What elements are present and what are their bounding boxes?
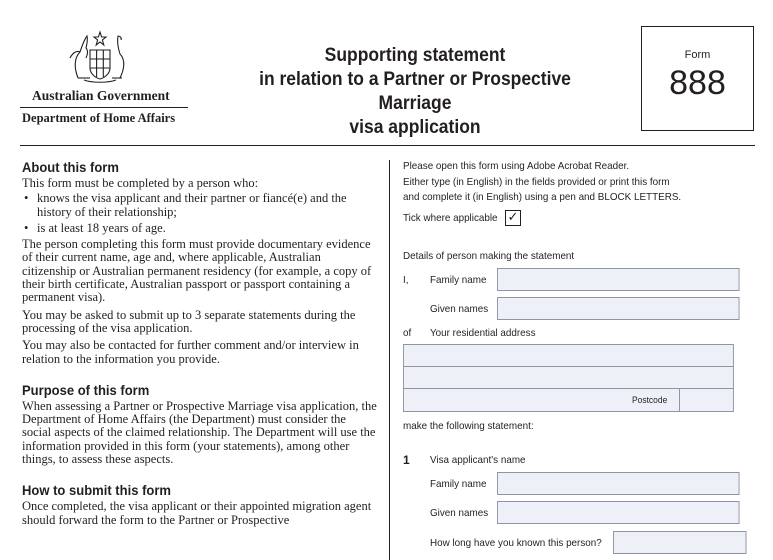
question-number: 1 (403, 453, 410, 467)
i-label: I, (403, 274, 409, 286)
purpose-paragraph: When assessing a Partner or Prospective Marriage visa application, the Department of Home Affairs (the Department) must consider the social aspects of the claimed relationship. The Department will use the information provided in this form (your statements), among other things, to assess these aspects. (22, 398, 377, 467)
coat-of-arms-logo (60, 28, 140, 84)
of-label: of (403, 327, 412, 339)
form-title-line-2: in relation to a Partner or Prospective Marriage (259, 69, 571, 114)
about-bullet: • knows the visa applicant and their partner or fiancé(e) and the history of their relationship; (22, 192, 378, 219)
section-divider (20, 145, 755, 146)
submit-heading: How to submit this form (22, 482, 172, 499)
applicant-family-name-field[interactable] (497, 472, 740, 495)
postcode-label: Postcode (632, 395, 668, 405)
given-names-field[interactable] (497, 297, 740, 320)
form-number: 888 (669, 64, 726, 102)
question-1-label: Visa applicant's name (430, 454, 526, 466)
form-label: Form (684, 49, 711, 61)
about-paragraph: You may be asked to submit up to 3 separate statements during the processing of the visa application. (22, 307, 356, 335)
address-line-3-field[interactable] (403, 388, 734, 412)
given-names-label: Given names (430, 303, 489, 315)
form-number-box (641, 26, 754, 131)
applicant-given-names-field[interactable] (497, 501, 740, 524)
about-bullet: • is at least 18 years of age. (22, 222, 378, 235)
family-name-label: Family name (430, 274, 487, 286)
about-intro: This form must be completed by a person who: (22, 176, 259, 190)
postcode-separator (679, 388, 680, 412)
form-title (222, 44, 608, 140)
how-long-known-label: How long have you known this person? (430, 537, 602, 549)
applicant-given-names-label: Given names (430, 507, 489, 519)
instructions-line: Please open this form using Adobe Acrobat Reader. (403, 160, 630, 172)
tick-example-checkbox: ✓ (505, 210, 521, 226)
tick-instruction: Tick where applicable (403, 212, 498, 224)
header-divider (20, 107, 188, 108)
how-long-known-field[interactable] (613, 531, 746, 554)
instructions-line: and complete it (in English) using a pen and BLOCK LETTERS. (403, 191, 682, 203)
submit-paragraph: Once completed, the visa applicant or their appointed migration agent should forward the form to the Partner or Prospective (22, 499, 372, 527)
government-name: Australian Government (32, 88, 170, 103)
statement-intro: make the following statement: (403, 420, 534, 432)
address-line-2-field[interactable] (403, 366, 734, 389)
applicant-family-name-label: Family name (430, 478, 487, 490)
instructions-line: Either type (in English) in the fields provided or print this form (403, 176, 670, 188)
family-name-field[interactable] (497, 268, 740, 291)
form-title-line-3: visa application (349, 117, 481, 138)
form-title-line-1: Supporting statement (324, 45, 506, 66)
details-heading: Details of person making the statement (403, 250, 575, 262)
about-paragraph: The person completing this form must provide documentary evidence of their current name, age and, where applicable, Australian citizenship or Australian permanent residency (for example, a copy of their birth certificate, Australian passport or passport containing a permanent visa). (22, 237, 372, 305)
address-label: Your residential address (430, 327, 536, 339)
address-line-1-field[interactable] (403, 344, 734, 367)
purpose-heading: Purpose of this form (22, 381, 150, 398)
information-column (22, 159, 378, 531)
about-heading: About this form (22, 159, 119, 175)
about-paragraph: You may also be contacted for further comment and/or interview in relation to the information you provide. (22, 338, 359, 366)
about-bullet-list (22, 192, 378, 235)
column-divider (389, 160, 390, 560)
department-name: Department of Home Affairs (22, 111, 176, 125)
